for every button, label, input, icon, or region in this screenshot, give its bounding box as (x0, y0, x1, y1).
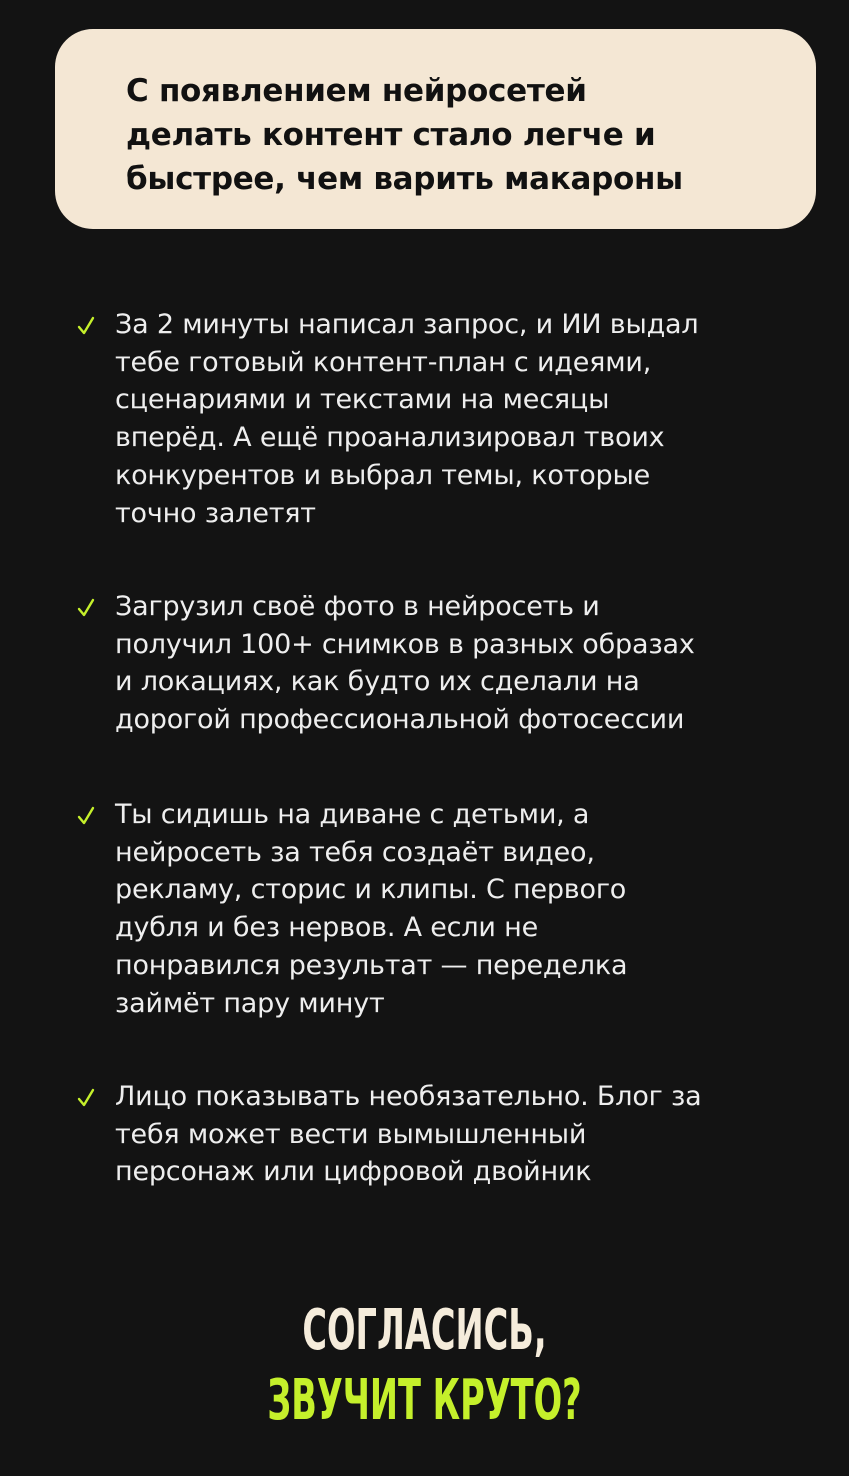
check-icon (77, 806, 95, 826)
benefit-text: Загрузил своё фото в нейросеть и получил 100+ снимков в разных образах и локациях, как будто их сделали на дорогой профессиональной фотосессии (115, 591, 695, 736)
header-card (55, 29, 816, 229)
benefit-text: За 2 минуты написал запрос, и ИИ выдал тебе готовый контент-план с идеями, сценариями и текстами на месяцы вперёд. А ещё проанализировал твоих конкурентов и выбрал темы, которые точно залетят (115, 309, 699, 529)
header-text: С появлением нейросетей делать контент стало легче и быстрее, чем варить макароны (126, 73, 683, 197)
benefit-text: Лицо показывать необязательно. Блог за тебя может вести вымышленный персонаж или цифровой двойник (115, 1081, 702, 1188)
check-icon (77, 1088, 95, 1108)
benefit-item (77, 588, 797, 739)
benefit-item (77, 1078, 797, 1191)
benefit-item (77, 796, 797, 1022)
cta-line-1: СОГЛАСИСЬ, (302, 1298, 547, 1363)
cta-line-2: ЗВУЧИТ КРУТО? (267, 1368, 582, 1433)
cta-heading (0, 1296, 849, 1436)
benefit-item (77, 306, 797, 532)
check-icon (77, 316, 95, 336)
benefit-text: Ты сидишь на диване с детьми, а нейросеть за тебя создаёт видео, рекламу, сторис и клипы. С первого дубля и без нервов. А если не понравился результат — переделка займёт пару минут (115, 799, 628, 1019)
check-icon (77, 598, 95, 618)
